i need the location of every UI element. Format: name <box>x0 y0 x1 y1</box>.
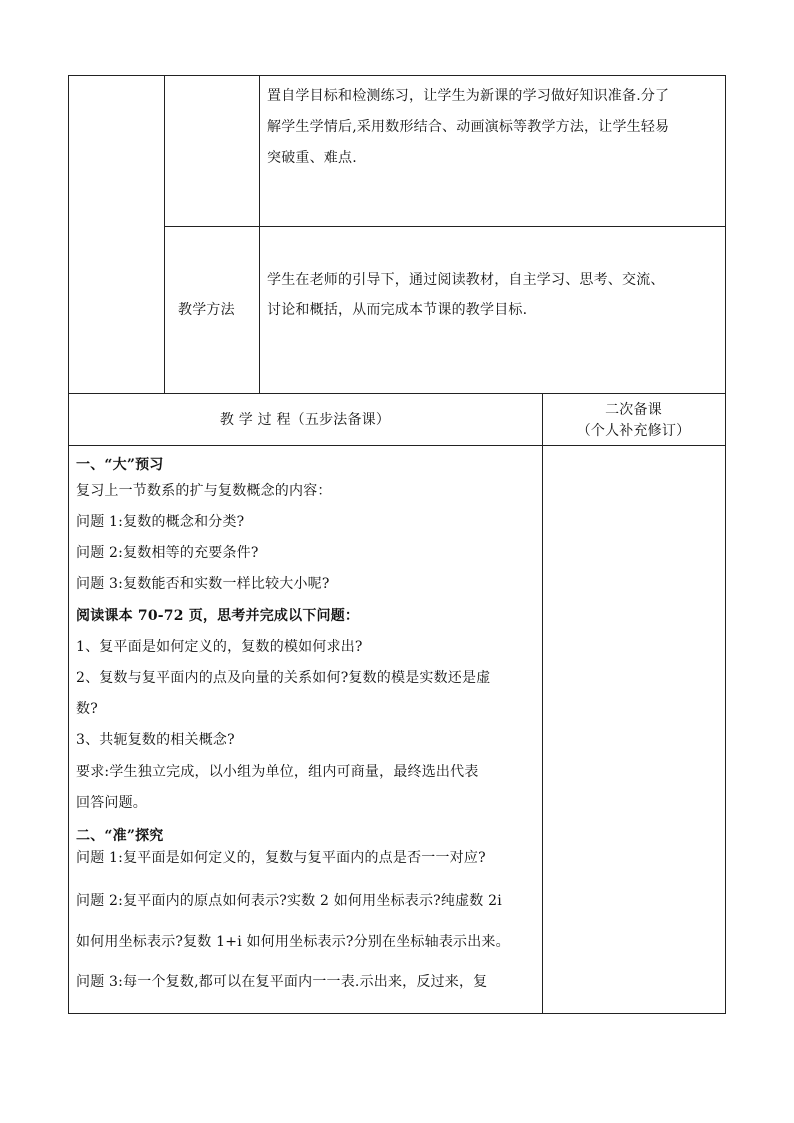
s1-question-3: 3、共轭复数的相关概念? <box>76 732 235 748</box>
preview-text-line-3: 突破重、难点. <box>267 150 357 166</box>
process-title: 教 学 过 程（五步法备课） <box>219 412 391 428</box>
s1-requirement-cont: 回答问题。 <box>76 795 147 811</box>
row-divider-header <box>68 445 726 446</box>
s2-line-4: 问题 3:每一个复数,都可以在复平面内一一表.示出来，反过来，复 <box>76 974 488 990</box>
table-left-border <box>68 75 69 1014</box>
method-text-line-2: 讨论和概括，从而完成本节课的教学目标. <box>267 302 528 318</box>
s1-question-2-cont: 数? <box>76 701 98 717</box>
revision-subtitle: （个人补充修订） <box>576 423 691 439</box>
column-divider-side <box>542 393 543 1013</box>
revision-title: 二次备课 <box>605 402 662 418</box>
s1-line-1: 复习上一节数系的扩与复数概念的内容： <box>76 483 332 499</box>
s1-line-3: 问题 2:复数相等的充要条件? <box>76 545 259 561</box>
column-divider-2 <box>259 75 260 393</box>
s1-requirement: 要求:学生独立完成，以小组为单位，组内可商量，最终选出代表 <box>76 764 479 780</box>
row-divider-process <box>68 393 726 394</box>
section1-title: 一、“大”预习 <box>76 457 164 473</box>
s2-line-2: 问题 2:复平面内的原点如何表示?实数 2 如何用坐标表示?纯虚数 2i <box>76 893 502 909</box>
column-divider-1 <box>164 75 165 393</box>
row-divider-method <box>164 226 726 227</box>
s1-question-1: 1、复平面是如何定义的，复数的模如何求出? <box>76 639 363 655</box>
section2-title: 二、“准”探究 <box>76 828 164 844</box>
method-text-line-1: 学生在老师的引导下，通过阅读教材，自主学习、思考、交流、 <box>267 272 665 288</box>
reading-task: 阅读课本 70-72 页，思考并完成以下问题： <box>76 608 360 624</box>
preview-text-line-1: 置自学目标和检测练习，让学生为新课的学习做好知识准备.分了 <box>267 88 670 104</box>
s2-line-1: 问题 1:复平面是如何定义的，复数与复平面内的点是否一一对应? <box>76 850 486 866</box>
preview-text-line-2: 解学生学情后,采用数形结合、动画演标等教学方法，让学生轻易 <box>267 119 670 135</box>
table-bottom-border <box>68 1013 726 1014</box>
table-right-border <box>725 75 726 1014</box>
s1-line-2: 问题 1:复数的概念和分类? <box>76 514 245 530</box>
s1-line-4: 问题 3:复数能否和实数一样比较大小呢? <box>76 576 330 592</box>
method-label: 教学方法 <box>178 302 235 318</box>
s1-question-2: 2、复数与复平面内的点及向量的关系如何?复数的模是实数还是虚 <box>76 670 491 686</box>
table-top-border <box>68 75 726 76</box>
s2-line-3: 如何用坐标表示?复数 1+i 如何用坐标表示?分别在坐标轴表示出来。 <box>76 934 510 950</box>
